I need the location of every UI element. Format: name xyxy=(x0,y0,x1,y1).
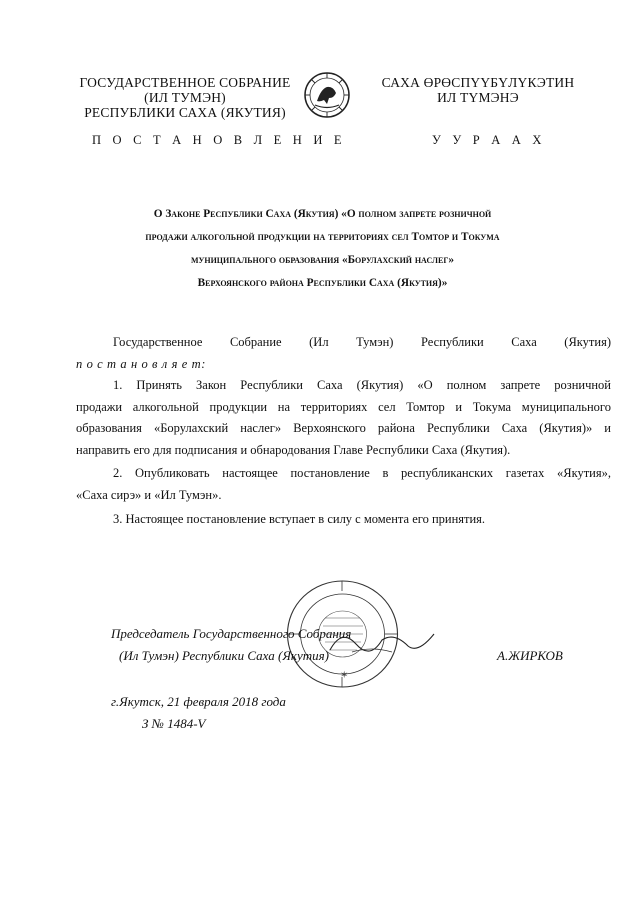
place-and-date: г.Якутск, 21 февраля 2018 года xyxy=(111,694,286,709)
title-line-2: продажи алкогольной продукции на территориях сел Томтор и Токума xyxy=(145,231,500,243)
p1-line: продажи алкогольной продукции на территориях сел Томтор и Токума муниципального xyxy=(76,399,611,414)
document-number: З № 1484-V xyxy=(142,716,206,731)
title-line-3: муниципального образования «Борулахский наслег» xyxy=(190,254,455,266)
p1-line: образования «Борулахский наслег» Верхоянского района Республики Саха (Якутия)» и xyxy=(76,421,611,435)
coat-of-arms-emblem xyxy=(303,71,351,119)
p2-line: «Саха сирэ» и «Ил Тумэн». xyxy=(76,487,222,502)
org-name-yakut xyxy=(368,75,588,105)
doc-type-russian: П О С Т А Н О В Л Е Н И Е xyxy=(92,133,346,147)
intro-word: (Ил xyxy=(309,335,329,349)
p1-line: направить его для подписания и обнародования Главе Республики Саха (Якутия). xyxy=(76,442,511,457)
decrees-word: п о с т а н о в л я е т: xyxy=(76,357,206,371)
handwritten-signature xyxy=(322,622,442,662)
p2-line: 2. Опубликовать настоящее постановление в республиканских газетах «Якутия», xyxy=(113,466,611,480)
intro-word: (Якутия) xyxy=(564,335,611,349)
paragraph-3: 3. Настоящее постановление вступает в силу с момента его принятия. xyxy=(113,512,486,526)
org-name-sa-line1: САХА ӨРӨСПҮҮБҮЛҮКЭТИН xyxy=(381,75,575,90)
org-name-russian xyxy=(70,75,300,120)
org-name-ru-line2: (ИЛ ТУМЭН) xyxy=(144,90,226,105)
document-title xyxy=(100,203,545,295)
paragraph-2 xyxy=(76,463,611,506)
signatory-name: А.ЖИРКОВ xyxy=(497,648,563,663)
p1-line: 1. Принять Закон Республики Саха (Якутия) «О полном запрете розничной xyxy=(113,378,611,392)
svg-text:✶: ✶ xyxy=(340,670,349,681)
intro-line xyxy=(113,335,611,350)
intro-word: Собрание xyxy=(229,335,282,349)
signatory-position-line1: Председатель Государственного Собрания xyxy=(111,626,352,641)
org-name-ru-line3: РЕСПУБЛИКИ САХА (ЯКУТИЯ) xyxy=(84,105,286,120)
signatory-position-line2: (Ил Тумэн) Республики Саха (Якутия) xyxy=(119,648,329,663)
doc-type-yakut: У У Р А А Х xyxy=(432,133,546,147)
intro-word: Саха xyxy=(511,335,537,349)
title-line-1: О Законе Республики Саха (Якутия) «О полном запрете розничной xyxy=(153,208,492,220)
intro-word: Республики xyxy=(421,335,484,349)
org-name-sa-line2: ИЛ ТҮМЭНЭ xyxy=(437,90,519,105)
intro-word: Государственное xyxy=(113,335,203,349)
intro-word: Тумэн) xyxy=(356,335,394,349)
title-line-4: Верхоянского района Республики Саха (Якутия)» xyxy=(197,277,448,289)
org-name-ru-line1: ГОСУДАРСТВЕННОЕ СОБРАНИЕ xyxy=(79,75,291,90)
paragraph-1 xyxy=(76,375,611,461)
